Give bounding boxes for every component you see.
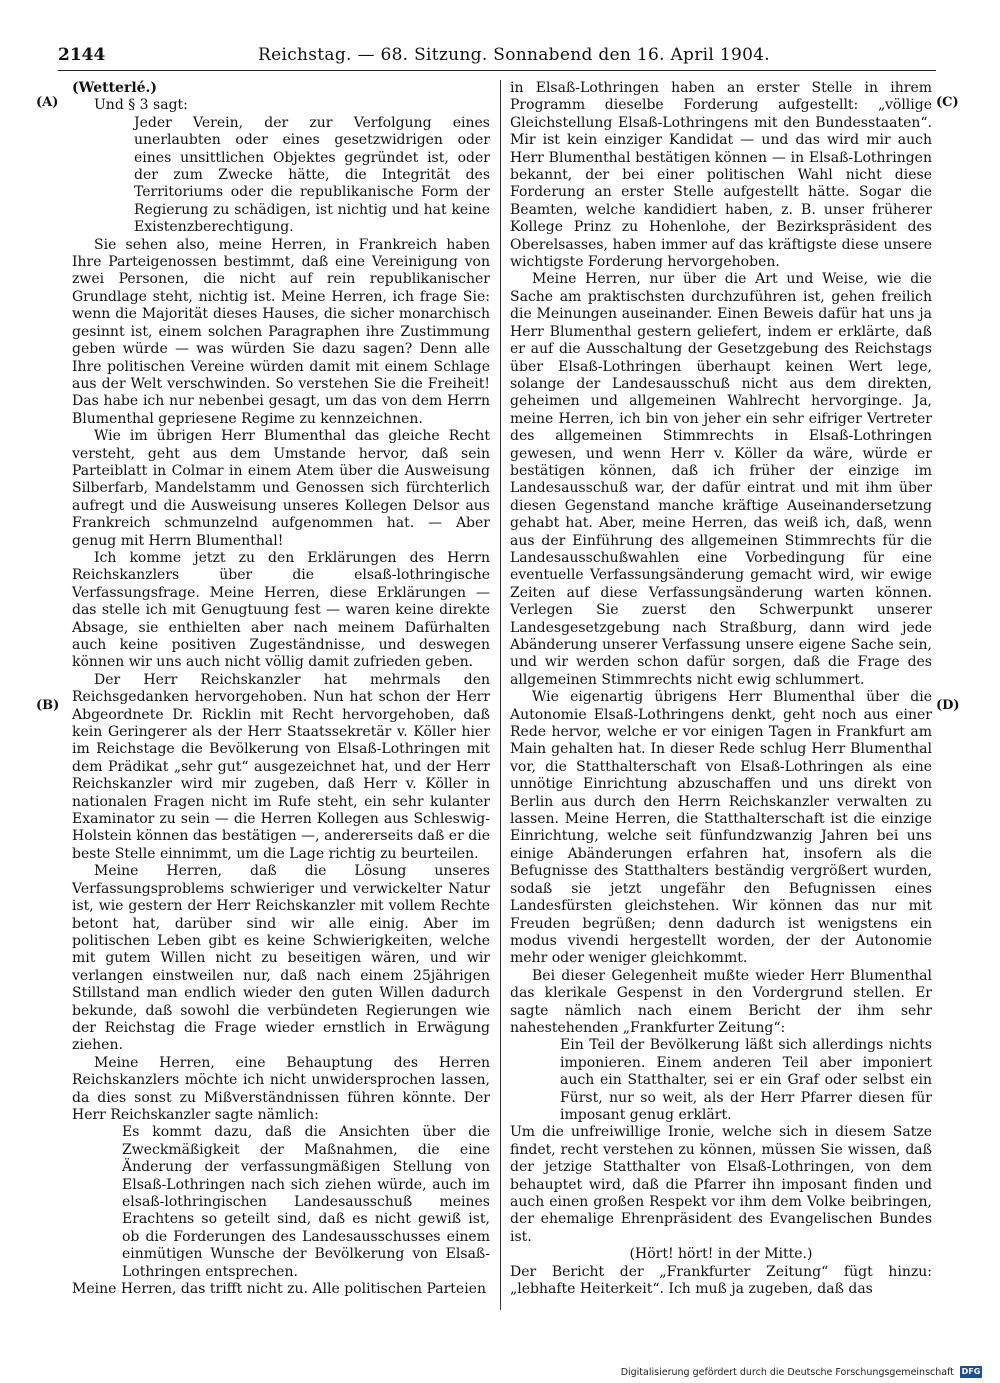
paragraph: Bei dieser Gelegenheit mußte wieder Herr Blumenthal das klerikale Gespenst in den Vordergrund stellen. Er sagte nämlich nach einem Bericht der ihm sehr nahestehenden „Frankfurter Zeitung“: (510, 967, 932, 1036)
paragraph: Meine Herren, daß die Lösung unseres Verfassungsproblems schwieriger und verwickelter Natur ist, wie gestern der Herr Reichskanzler mit vollem Rechte betont hat, darüber sind wir alle einig. Aber im politischen Leben gibt es keine Schwierigkeiten, welche mit gutem Willen nicht zu beseitigen wären, und wir verlangen einstweilen nur, daß nach einem 25jährigen Stillstand man endlich wieder den guten Willen dadurch bekunde, daß sowohl die verbündeten Regierungen wie der Reichstag die Frage wieder ernstlich in Erwägung ziehen. (72, 863, 490, 1054)
interjection: (Hört! hört! in der Mitte.) (629, 1246, 813, 1263)
block-quote: Es kommt dazu, daß die Ansichten über die Zweckmäßigkeit der Maßnahmen, die eine Änderung der verfassungmäßigen Stellung von Elsaß-Lothringen nach sich ziehen würde, auch im elsaß-lothringischen Landesausschuß meines Erachtens so geteilt sind, daß es nicht gewiß ist, ob die Forderungen des Landesausschusses einem einmütigen Wunsche der Bevölkerung von Elsaß-Lothringen entsprechen. (122, 1124, 490, 1280)
running-title: Reichstag. — 68. Sitzung. Sonnabend den 16. April 1904. (258, 45, 771, 65)
margin-marker-d: (D) (936, 698, 960, 713)
margin-marker-b: (B) (36, 698, 60, 713)
paragraph: Meine Herren, nur über die Art und Weise, wie die Sache am praktischsten durchzuführen ist, gehen freilich die Meinungen auseinander. Einen Beweis dafür hat uns ja Herr Blumenthal gestern geliefert, indem er erklärte, daß er auf die Ausschaltung der Gesetzgebung des Reichstags über Elsaß-Lothringen überhaupt keinen Wert lege, solange der Landesausschuß nicht aus dem direkten, geheimen und allgemeinen Wahlrecht hervorginge. Ja, meine Herren, ich bin von jeher ein sehr eifriger Vertreter des allgemeinen Stimmrechts in Elsaß-Lothringen gewesen, und wenn Herr v. Köller da wäre, würde er bestätigen können, daß ich früher der einzige im Landesausschuß war, der dafür eintrat und mit ihm über diesen Gegenstand manche kräftige Auseinandersetzung gehabt hat. Aber, meine Herren, das weiß ich, daß, wenn aus der Einführung des allgemeinen Stimmrechts für die Landesausschußwahlen eine Vorbedingung für eine eventuelle Verfassungsänderung gemacht wird, wir ewige Zeiten auf diese Verfassungsänderung warten können. Verlegen Sie zuerst den Schwerpunkt unserer Landesgesetzgebung nach Straßburg, dann wird jede Abänderung unserer Verfassung unsere eigene Sache sein, und wir werden schon dafür sorgen, daß die Frage des allgemeinen Stimmrechts nicht ewig schlummert. (510, 271, 932, 688)
paragraph: Meine Herren, eine Behauptung des Herren Reichskanzlers möchte ich nicht unwidersprochen lassen, da dies sonst zu Mißverständnissen führen könnte. Der Herr Reichskanzler sagte nämlich: (72, 1054, 490, 1123)
page-number: 2144 (58, 45, 106, 65)
paragraph: Der Bericht der „Frankfurter Zeitung“ fügt hinzu: „lebhafte Heiterkeit“. Ich muß ja zugeben, daß das (510, 1263, 932, 1298)
speaker-name: (Wetterlé.) (72, 80, 158, 96)
left-column (72, 80, 490, 1298)
paragraph: Wie im übrigen Herr Blumenthal das gleiche Recht versteht, geht aus dem Umstande hervor, daß sein Parteiblatt in Colmar in einem Atem über die Ausweisung Silberfarb, Mandelstamm und Genossen sich fürchterlich aufregt und die Ausweisung unseres Kollegen Delsor aus Frankreich schmunzelnd aufgenommen hat. — Aber genug mit Herrn Blumenthal! (72, 428, 490, 549)
block-quote: Ein Teil der Bevölkerung läßt sich allerdings nichts imponieren. Einem anderen Teil aber imponiert auch ein Statthalter, sei er ein Graf oder selbst ein Fürst, nur so weit, als der Herr Pfarrer diesen für imposant genug erklärt. (560, 1037, 932, 1123)
footer-credit (621, 1366, 982, 1378)
paragraph: Wie eigenartig übrigens Herr Blumenthal über die Autonomie Elsaß-Lothringens denkt, geht noch aus einer Rede hervor, welche er vor einigen Tagen in Frankfurt am Main gehalten hat. In dieser Rede schlug Herr Blumenthal vor, die Statthalterschaft von Elsaß-Lothringen als eine unnötige Einrichtung abzuschaffen und uns direkt von Berlin aus durch den Herrn Reichskanzler verwalten zu lassen. Meine Herren, die Statthalterschaft ist die einzige Einrichtung, welche seit fünfundzwanzig Jahren bei uns einige Abänderungen erfahren hat, insofern als die Befugnisse des Statthalters beständig vergrößert wurden, sodaß sie jetzt ungefähr den Befugnissen eines Landesfürsten gleichstehen. Wir können das nur mit Freuden begrüßen; denn dadurch ist wenigstens ein modus vivendi hergestellt worden, der der Autonomie mehr oder weniger gleichkommt. (510, 689, 932, 967)
column-divider (500, 80, 501, 1310)
page-header (58, 40, 936, 71)
paragraph: in Elsaß-Lothringen haben an erster Stelle in ihrem Programm dieselbe Forderung aufgestellt: „völlige Gleichstellung Elsaß-Lothringens mit den Bundesstaaten“. Mir ist kein einziger Kandidat — und das wird mir auch Herr Blumenthal bestätigen können — in Elsaß-Lothringen bekannt, der bei einer politischen Wahl nicht diese Forderung an erster Stelle aufgestellt hätte. Sogar die Beamten, welche kandidiert haben, z. B. unser früherer Kollege Prinz zu Hohenlohe, der Bezirkspräsident des Oberelsasses, haben immer auf das kräftigste diese unsere wichtigste Forderung hervorgehoben. (510, 80, 932, 271)
paragraph: Meine Herren, das trifft nicht zu. Alle politischen Parteien (72, 1281, 486, 1298)
paragraph: Und § 3 sagt: (94, 97, 188, 114)
footer-text: Digitalisierung gefördert durch die Deutsche Forschungsgemeinschaft (620, 1366, 954, 1378)
paragraph: Um die unfreiwillige Ironie, welche sich in diesem Satze findet, recht verstehen zu können, müssen Sie wissen, daß der jetzige Statthalter von Elsaß-Lothringen, von dem behauptet wird, daß die Pfarrer ihn imposant finden und auch einen großen Respekt vor ihm dem Volke beibringen, der ehemalige Ehrenpräsident des Evangelischen Bundes ist. (510, 1124, 932, 1245)
margin-marker-a: (A) (36, 95, 59, 110)
paragraph: Der Herr Reichskanzler hat mehrmals den Reichsgedanken hervorgehoben. Nun hat schon der Herr Abgeordnete Dr. Ricklin mit Recht hervorgehoben, daß kein Geringerer als der Herr Staatssekretär v. Köller hier im Reichstage die Bevölkerung von Elsaß-Lothringen mit dem Prädikat „sehr gut“ ausgezeichnet hat, und der Herr Reichskanzler wird mir zugeben, daß Herr v. Köller in nationalen Fragen nicht im Rufe steht, ein sehr kulanter Examinator zu sein — die Herren Kollegen aus Schleswig-Holstein können das bestätigen —, andererseits daß er die beste Stelle einnimmt, um die Lage richtig zu beurteilen. (72, 671, 490, 862)
paragraph: Sie sehen also, meine Herren, in Frankreich haben Ihre Parteigenossen bestimmt, daß eine Vereinigung von zwei Personen, die nicht auf rein republikanischer Grundlage steht, nichtig ist. Meine Herren, ich frage Sie: wenn die Majorität dieses Hauses, die sicher monarchisch gesinnt ist, einem solchen Paragraphen ihre Zustimmung geben würde — was würden Sie dazu sagen? Denn alle Ihre politischen Vereine würden damit mit einem Schlage aus der Welt verschwinden. So verstehen Sie die Freiheit! Das habe ich nur nebenbei gesagt, um das von dem Herrn Blumenthal gepriesene Regime zu kennzeichnen. (72, 236, 490, 427)
block-quote: Jeder Verein, der zur Verfolgung eines unerlaubten oder eines gesetzwidrigen oder eines unsittlichen Objektes gegründet ist, oder der zum Zwecke hätte, die Integrität des Territoriums oder die republikanische Form der Regierung zu schädigen, ist nichtig und hat keine Existenzberechtigung. (134, 114, 490, 236)
margin-marker-c: (C) (936, 95, 959, 110)
dfg-logo-icon: DFG (961, 1367, 981, 1376)
right-column (510, 80, 932, 1298)
paragraph: Ich komme jetzt zu den Erklärungen des Herrn Reichskanzlers über die elsaß-lothringische Verfassungsfrage. Meine Herren, diese Erklärungen — das stelle ich mit Genugtuung fest — waren keine direkte Absage, sie enthielten aber nach meinem Dafürhalten auch keine positiven Zugeständnisse, und deswegen können wir uns auch nicht völlig damit zufrieden geben. (72, 549, 490, 671)
